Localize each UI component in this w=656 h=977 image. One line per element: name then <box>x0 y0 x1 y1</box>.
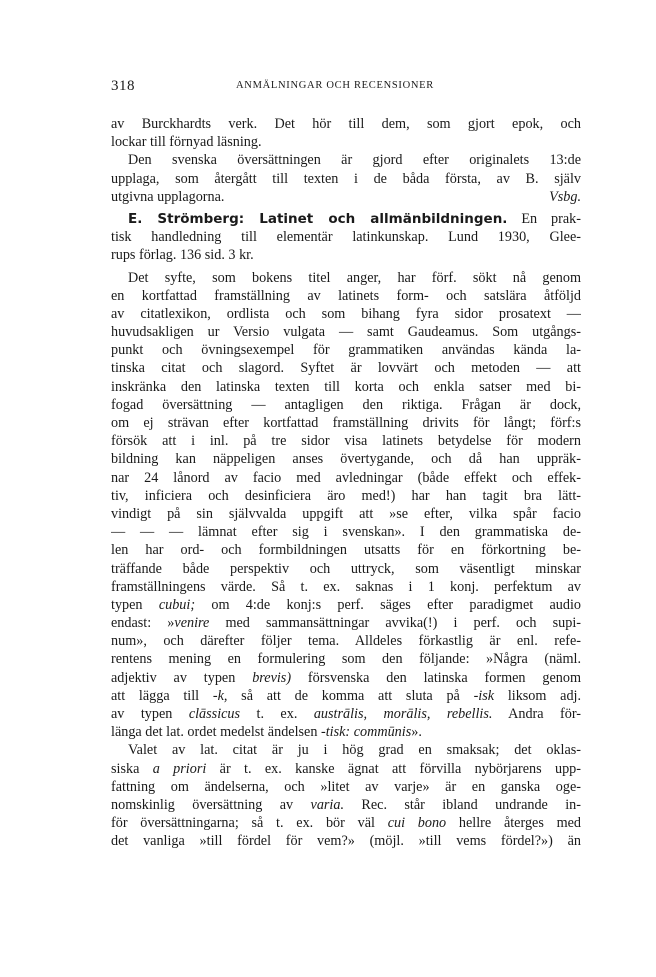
text-line <box>111 614 581 632</box>
text-line: fattning om ändelserna, och »litet av varje» är en ganska oge- <box>111 778 581 795</box>
text-fragment: adjektiv av typen <box>111 669 236 686</box>
latin-term: -k, <box>212 687 228 704</box>
page-header <box>111 78 581 98</box>
latin-term: clāssicus <box>188 706 241 722</box>
text-fragment: nomskinlig översättning av <box>111 796 294 813</box>
text-line: num», och därefter följer tema. Alldeles förkastlig är enl. refe- <box>111 633 581 650</box>
text-line <box>111 669 581 687</box>
text-fragment: En prak- <box>521 210 581 227</box>
text-fragment: är t. ex. kanske ägnat att förvilla nybörjarens upp- <box>219 760 581 777</box>
text-fragment: t. ex. <box>256 706 298 722</box>
text-line <box>111 760 581 778</box>
text-fragment: för översättningarna; så t. ex. bör väl <box>111 815 375 832</box>
text-line: framställningens värde. Så t. ex. saknas i 1 konj. perfektum av <box>111 578 581 595</box>
text-fragment: länga det lat. ordet medelst ändelsen <box>111 724 318 741</box>
text-line: Det syfte, som bokens titel anger, har förf. sökt nå genom <box>128 269 581 286</box>
page-number: 318 <box>111 78 135 94</box>
text-line: nar 24 lånord av facio med avledningar (både effekt och effek- <box>111 469 581 486</box>
text-line: om ej strävan efter kortfattad framställning drivits för långt; förf:s <box>111 415 581 431</box>
text-fragment: utgivna upplagorna. <box>111 188 225 205</box>
latin-term: venire <box>174 615 210 632</box>
text-line: bildning kan näppeligen anses övertygande, och då han uppräk- <box>111 451 581 468</box>
text-line: tiv, inficiera och desinficiera äro med!) har han tagit bra lätt- <box>111 487 581 504</box>
text-line: en kortfattad framställning av latinets form- och satslära åtföljd <box>111 287 581 304</box>
text-line <box>111 796 581 814</box>
text-line: inskränka den latinska texten till korta och enkla satser med bi- <box>111 378 581 395</box>
text-line: rentens mening en formulering som den följande: »Några (näml. <box>111 651 581 668</box>
review-title: E. Strömberg: Latinet och allmänbildningen. <box>128 210 508 227</box>
text-line: det vanliga »till fördel för vem?» (möjl. »till vems fördel?») än <box>111 833 581 850</box>
text-line: av Burckhardts verk. Det hör till dem, som gjort epok, och <box>111 116 581 132</box>
text-line: fogad översättning — antagligen den riktiga. Frågan är dock, <box>111 396 581 413</box>
text-line: lockar till förnyad läsning. <box>111 134 262 151</box>
text-fragment: siska <box>111 760 140 777</box>
text-fragment: endast: » <box>111 615 175 632</box>
text-fragment: att lägga till <box>111 687 200 704</box>
text-fragment: så att de komma att sluta på <box>241 687 460 704</box>
reviewer-signature: Vsbg. <box>549 188 581 205</box>
text-line: rups förlag. 136 sid. 3 kr. <box>111 247 254 264</box>
text-line <box>111 723 581 741</box>
text-fragment: Rec. står ibland undrande in- <box>361 796 581 813</box>
text-fragment: försvenska den latinska formen genom <box>307 669 581 686</box>
text-line: — — — lämnat efter sig i svenskan». I den grammatiska de- <box>111 524 581 541</box>
text-line: försök att i inl. på tre sidor visa latinets betydelse för modern <box>111 433 581 450</box>
text-line: tisk handledning till elementär latinkunskap. Lund 1930, Glee- <box>111 229 581 246</box>
latin-term: austrālis, morālis, rebellis. <box>313 706 493 722</box>
latin-term: cui bono <box>387 815 447 832</box>
text-fragment: hellre återges med <box>458 815 581 832</box>
text-line <box>111 188 581 206</box>
text-fragment: ». <box>411 724 422 741</box>
latin-term: brevis) <box>252 669 292 686</box>
text-line <box>111 705 581 723</box>
page-text <box>111 115 581 851</box>
text-line: vindigt på sin självvalda uppgift att »se efter, vilka spår facio <box>111 505 581 522</box>
text-fragment: om 4:de konj:s perf. säges efter paradigmet audio <box>211 596 581 613</box>
text-line: Valet av lat. citat är ju i hög grad en smaksak; det oklas- <box>128 742 581 759</box>
text-line: huvudsakligen ur Versio vulgata — samt Gaudeamus. Som utgångs- <box>111 324 581 341</box>
text-line: upplaga, som återgått till texten i de båda första, av B. själv <box>111 170 581 187</box>
text-fragment: liksom adj. <box>507 687 581 704</box>
text-line <box>111 596 581 614</box>
latin-term: a priori <box>152 760 207 777</box>
text-fragment: med sammansättningar avvika(!) i perf. och supi- <box>225 615 581 632</box>
text-line <box>111 687 581 705</box>
text-line: av citatlexikon, ordlista och som bihang fyra sidor prosatext — <box>111 305 581 322</box>
review-title-line <box>111 210 581 228</box>
running-head: ANMÄLNINGAR OCH RECENSIONER <box>236 80 434 91</box>
text-fragment: av typen <box>111 706 173 722</box>
text-line: punkt och övningsexempel för grammatiken användas kända la- <box>111 342 581 359</box>
text-fragment: typen <box>111 596 143 613</box>
text-line: tinska citat och slagord. Syftet är lovvärt och metoden — att <box>111 360 581 377</box>
latin-term: -isk <box>473 687 495 704</box>
latin-term: varia. <box>310 796 345 813</box>
latin-term: commūnis <box>353 724 412 741</box>
text-line: len har ord- och formbildningen utsatts för en förkortning be- <box>111 542 581 559</box>
text-line: träffande både perspektiv och uttryck, som väsentligt minskar <box>111 560 581 577</box>
text-line: Den svenska översättningen är gjord efter originalets 13:de <box>128 152 581 169</box>
text-fragment: Andra för- <box>508 706 581 722</box>
text-line <box>111 814 581 832</box>
latin-term: -tisk: <box>320 724 351 741</box>
latin-term: cubui; <box>158 596 196 613</box>
